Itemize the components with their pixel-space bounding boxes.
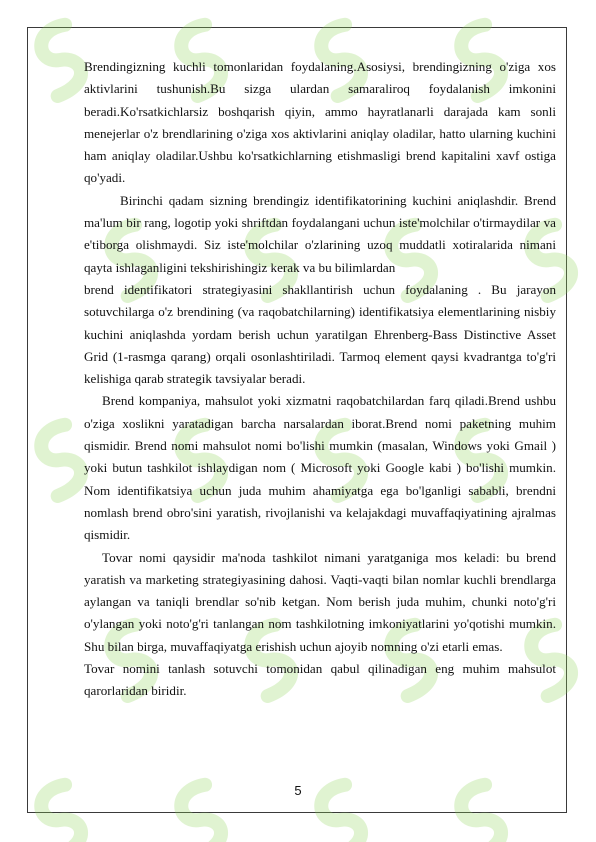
page-number: 5 xyxy=(294,783,302,798)
paragraph-1: Brendingizning kuchli tomonlaridan foydalaning.Asosiysi, brendingizning o'ziga xos aktivlarini tushunish.Bu sizga ulardan samaraliroq foydalanish imkonini beradi.Ko'rsatkichlarsiz boshqarish qiyin, ammo hayratlanarli darajada kam sonli menejerlar o'z brendlarining o'ziga xos aktivlarini aniqlay oladilar, hatto ularning kuchini ham aniqlay oladilar.Ushbu ko'rsatkichlarning etishmasligi brend kapitalini xavf ostiga qo'yadi. xyxy=(84,59,556,186)
document-body xyxy=(84,56,556,703)
paragraph-5: Tovar nomi qaysidir ma'noda tashkilot nimani yaratganiga mos keladi: bu brend yaratish va marketing strategiyasining dahosi. Vaqti-vaqti bilan nomlar kuchli brendlarga aylangan va taniqli brendlar so'nib ketgan. Nom berish juda muhim, chunki noto'g'ri o'ylangan yoki noto'g'ri tanlangan nom tashkilotning imkoniyatlarini yo'qotishi mumkin. Shu bilan birga, muvaffaqiyatga erishish uchun ajoyib nomning o'zi etarli emas. xyxy=(84,549,556,654)
paragraph-6: Tovar nomini tanlash sotuvchi tomonidan qabul qilinadigan eng muhim mahsulot qarorlaridan biridir. xyxy=(84,661,556,699)
paragraph-3: brend identifikatori strategiyasini shakllantirish uchun foydalaning . Bu jarayon sotuvchilarga o'z brendining (va raqobatchilarning) identifikatsiya elementlarining nisbiy kuchini aniqlashda yordam berish uchun yaratilgan Ehrenberg-Bass Distinctive Asset Grid (1-rasmga qarang) orqali osonlashtiriladi. Tarmoq element qaysi kvadrantga to'g'ri kelishiga qarab strategik tavsiyalar beradi. xyxy=(84,281,556,387)
paragraph-2: Birinchi qadam sizning brendingiz identifikatorining kuchini aniqlashdir. Brend ma'lum bir rang, logotip yoki shriftdan foydalangani uchun iste'molchilar o'tirmaydilar va e'tiborga olishmaydi. Siz iste'molchilar o'zlarining uzoq muddatli xotiralarida nimani qayta ishlaganligini tekshirishingiz kerak va bu bilimlardan xyxy=(84,192,556,275)
paragraph-4: Brend kompaniya, mahsulot yoki xizmatni raqobatchilardan farq qiladi.Brend ushbu o'ziga xoslikni yaratadigan barcha narsalardan iborat.Brend nomi paketning muhim qismidir. Brend nomi mahsulot nomi bo'lishi mumkin (masalan, Windows yoki Gmail ) yoki butun tashkilot ishlaydigan nom ( Microsoft yoki Google kabi ) bo'lishi mumkin. Nom identifikatsiya uchun juda muhim ahamiyatga ega bo'lganligi sababli, brendni nomlash brend obro'sini yaratish, rivojlanishi va kelajakdagi muvaffaqiyatining ajralmas qismidir. xyxy=(84,393,556,543)
